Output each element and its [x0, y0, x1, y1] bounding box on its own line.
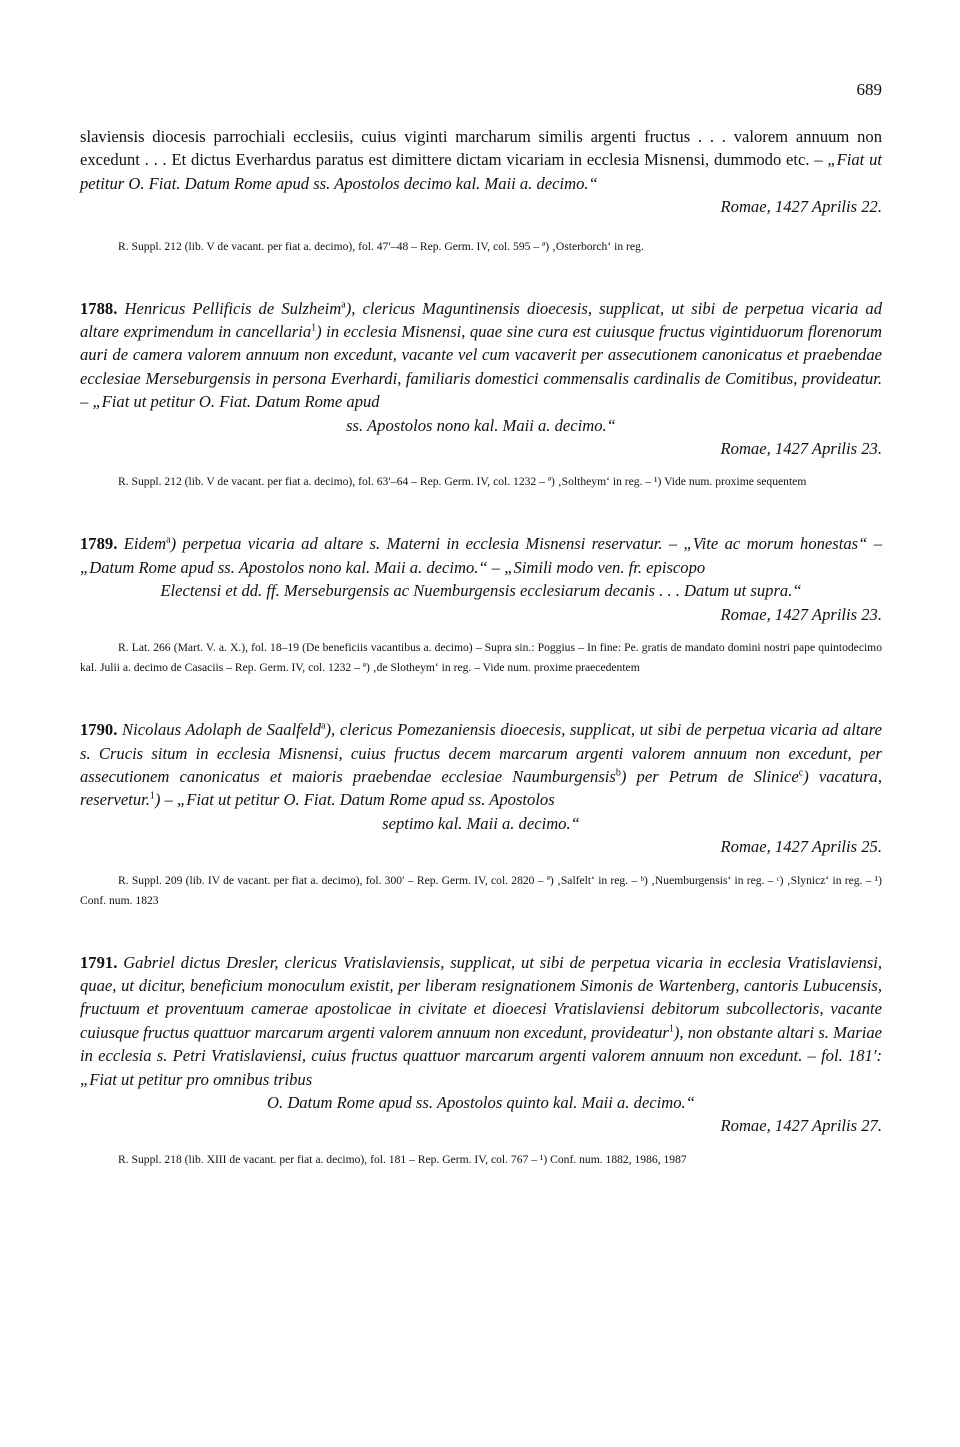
- footnote-mark: c: [798, 767, 804, 779]
- page-content: [80, 125, 882, 1170]
- entry-continuation: [80, 125, 882, 257]
- entry-text: Henricus Pellificis de Sulzheim: [117, 298, 342, 318]
- entry-text: ) perpetua vicaria ad altare s. Materni in ecclesia Misnensi reservatur. – „Vite ac morum honestas“ – „Datum Rome apud ss. Apostolos nono kal. Maii a. decimo.“ – „Simili modo ven. fr. episcopo: [80, 534, 882, 577]
- entry-text: ) vacatura, reservetur.: [80, 766, 883, 810]
- entry-centered-line: septimo kal. Maii a. decimo.“: [382, 813, 580, 833]
- entry-text: Nicolaus Adolaph de Saalfeld: [117, 720, 322, 740]
- entry-date: Romae, 1427 Aprilis 23.: [720, 439, 882, 459]
- footnote-mark: a: [166, 534, 171, 546]
- entry-date: Romae, 1427 Aprilis 27.: [720, 1116, 882, 1136]
- footnote-mark: 1: [149, 790, 155, 802]
- footnote: R. Lat. 266 (Mart. V. a. X.), fol. 18–19 (De beneficiis vacantibus a. decimo) – Supra sin.: Poggius – In fine: Pe. gratis de mandato domini nostri pape quintodecimo kal. Julii a. decimo de Casaciis – Rep. Germ. IV, col. 1232 – ª) ‚de Slotheym‘ in reg. – Vide num. proxime praecedentem: [80, 641, 882, 675]
- page-number: 689: [856, 80, 882, 99]
- entry-number: 1788.: [80, 298, 118, 318]
- footnote: R. Suppl. 218 (lib. XIII de vacant. per fiat a. decimo), fol. 181 – Rep. Germ. IV, col. 767 – ¹) Conf. num. 1882, 1986, 1987: [118, 1152, 687, 1166]
- entry-centered-line: ss. Apostolos nono kal. Maii a. decimo.“: [346, 415, 616, 435]
- entry-1789: [80, 532, 882, 678]
- entry-1791: [80, 951, 882, 1170]
- footnote-mark: 1: [311, 322, 317, 334]
- entry-text: slaviensis diocesis parrochiali ecclesiis, cuius viginti marcharum similis argenti fructus . . . valorem annuum non excedunt . . . Et dictus Everhardus paratus est dimittere dictam vicariam in ecclesia Misnensi, dummodo etc. –: [80, 127, 882, 170]
- entry-quote: „Fiat ut petitur O. Fiat. Datum Rome apud ss. Apostolos decimo kal. Maii a. decimo.“: [80, 150, 882, 193]
- footnote-mark: a: [341, 299, 346, 311]
- footnote: R. Suppl. 209 (lib. IV de vacant. per fiat a. decimo), fol. 300′ – Rep. Germ. IV, col. 2820 – ª) ‚Salfelt‘ in reg. – ᵇ) ‚Nuemburgensis‘ in reg. – ᶜ) ‚Slynicz‘ in reg. – ¹) Conf. num. 1823: [80, 873, 882, 907]
- footnote-mark: a: [321, 720, 326, 732]
- entry-number: 1790.: [80, 720, 118, 740]
- entry-date: Romae, 1427 Aprilis 25.: [720, 837, 882, 857]
- entry-date: Romae, 1427 Aprilis 22.: [720, 197, 882, 217]
- entry-1790: [80, 718, 882, 910]
- footnote-mark: b: [615, 767, 621, 779]
- footnote-mark: 1: [668, 1023, 674, 1035]
- entry-text: Gabriel dictus Dresler, clericus Vratislaviensis, supplicat, ut sibi de perpetua vicaria in ecclesia Vratislaviensi, quae, ut dicitur, beneficium monoculum existit, per liberam resignationem Simonis de Wartenberg, cantoris Lubucensis, fructuum et proventuum camerae apostolicae in civitate et dioecesi Vratislaviensi debitorum subcollectoris, vacante cuiusque fructus quattuor marcarum argenti valorem annuum non excedunt, provideatur: [80, 952, 882, 1042]
- entry-text: ), non obstante altari s. Mariae in ecclesia s. Petri Vratislaviensi, cuius fructus quattuor marcarum argenti valorem annuum non excedunt. – fol. 181′: „Fiat ut petitur pro omnibus tribus: [80, 1022, 882, 1089]
- entry-text: ), clericus Maguntinensis dioecesis, supplicat, ut sibi de perpetua vicaria ad altare exprimendum in cancellaria: [80, 298, 882, 342]
- entry-text: Eidem: [117, 534, 167, 554]
- footnote: R. Suppl. 212 (lib. V de vacant. per fiat a. decimo), fol. 63′–64 – Rep. Germ. IV, col. 1232 – ª) ‚Soltheym‘ in reg. – ¹) Vide num. proxime sequentem: [118, 475, 807, 489]
- entry-centered-line: O. Datum Rome apud ss. Apostolos quinto kal. Maii a. decimo.“: [267, 1092, 695, 1112]
- entry-number: 1791.: [80, 952, 118, 972]
- entry-centered-line: Electensi et dd. ff. Merseburgensis ac Nuemburgensis ecclesiarum decanis . . . Datum ut supra.“: [160, 581, 802, 601]
- footnote: R. Suppl. 212 (lib. V de vacant. per fiat a. decimo), fol. 47′–48 – Rep. Germ. IV, col. 595 – ª) ‚Osterborch‘ in reg.: [118, 239, 644, 253]
- entry-text: ) per Petrum de Slinice: [620, 766, 799, 786]
- entry-1788: [80, 297, 882, 493]
- entry-text: ) – „Fiat ut petitur O. Fiat. Datum Rome apud ss. Apostolos: [154, 790, 555, 810]
- entry-text: ), clericus Pomezaniensis dioecesis, supplicat, ut sibi de perpetua vicaria ad altare s. Crucis situm in ecclesia Misnensi, cuius fructus decem marcarum argenti valorem annuum non excedunt, per assecutionem canonicatus et maioris praebendae ecclesiae Naumburgensis: [80, 720, 882, 786]
- entry-text: ) in ecclesia Misnensi, quae sine cura est cuiusque fructus vigintiduorum florenorum auri de camera valorem annuum non excedunt, vacante vel cum vacaverit per assecutionem canonicatus et praebendae ecclesiae Merseburgensis in persona Everhardi, familiaris domestici commensalis cardinalis de Comitibus, provideatur. – „Fiat ut petitur O. Fiat. Datum Rome apud: [80, 322, 882, 412]
- entry-number: 1789.: [80, 534, 118, 554]
- entry-date: Romae, 1427 Aprilis 23.: [720, 604, 882, 624]
